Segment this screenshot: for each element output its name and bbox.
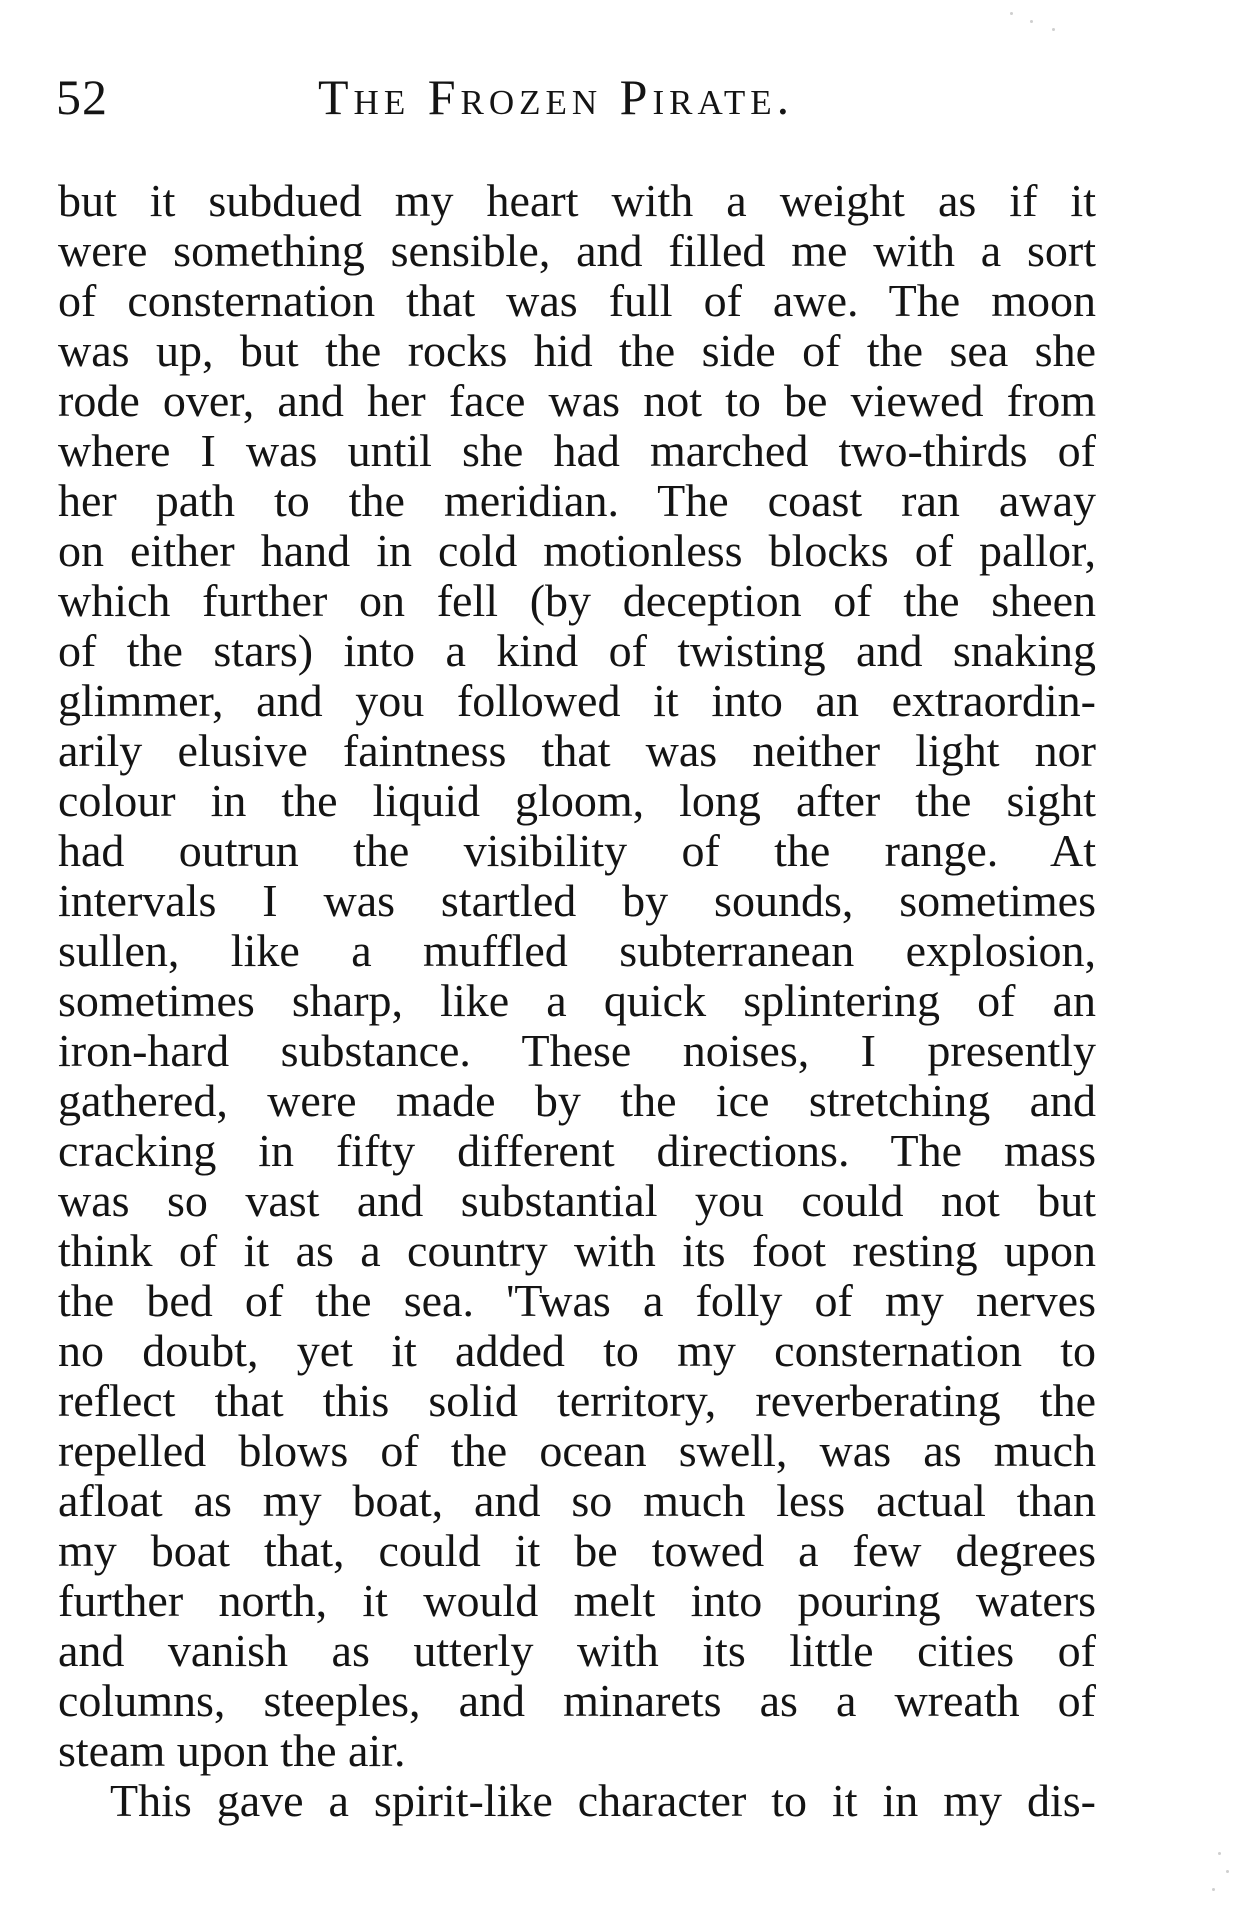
text-line: colour in the liquid gloom, long after the sight bbox=[58, 775, 1096, 826]
text-line: of consternation that was full of awe. The moon bbox=[58, 275, 1096, 326]
paper-speck bbox=[1030, 20, 1033, 23]
text-line: and vanish as utterly with its little cities of bbox=[58, 1625, 1096, 1676]
text-line: gathered, were made by the ice stretching and bbox=[58, 1075, 1096, 1126]
paper-speck bbox=[1218, 1852, 1221, 1855]
text-line: arily elusive faintness that was neither light nor bbox=[58, 725, 1096, 776]
text-line: had outrun the visibility of the range. At bbox=[58, 825, 1096, 876]
text-line: afloat as my boat, and so much less actual than bbox=[58, 1475, 1096, 1526]
paper-speck bbox=[1212, 1888, 1215, 1891]
text-line: cracking in fifty different directions. The mass bbox=[58, 1125, 1096, 1176]
paper-speck bbox=[1226, 1870, 1229, 1873]
text-line: reflect that this solid territory, reverberating the bbox=[58, 1375, 1096, 1426]
body-text bbox=[58, 176, 1096, 1826]
paragraph-end-line: steam upon the air. bbox=[58, 1725, 406, 1776]
text-line: columns, steeples, and minarets as a wreath of bbox=[58, 1675, 1096, 1726]
paper-speck bbox=[1052, 28, 1055, 31]
text-line: of the stars) into a kind of twisting and snaking bbox=[58, 625, 1096, 676]
text-line: intervals I was startled by sounds, sometimes bbox=[58, 875, 1096, 926]
running-title: The Frozen Pirate. bbox=[318, 69, 795, 125]
text-line: where I was until she had marched two-thirds of bbox=[58, 425, 1096, 476]
text-line: on either hand in cold motionless blocks of pallor, bbox=[58, 525, 1096, 576]
paragraph-start-line: This gave a spirit-like character to it in my dis- bbox=[110, 1775, 1096, 1826]
paper-speck bbox=[1010, 12, 1013, 15]
text-line: was up, but the rocks hid the side of the sea she bbox=[58, 325, 1096, 376]
text-line: further north, it would melt into pouring waters bbox=[58, 1575, 1096, 1626]
text-line: repelled blows of the ocean swell, was as much bbox=[58, 1425, 1096, 1476]
text-line: which further on fell (by deception of the sheen bbox=[58, 575, 1096, 626]
text-line: rode over, and her face was not to be viewed from bbox=[58, 375, 1096, 426]
text-line: her path to the meridian. The coast ran away bbox=[58, 475, 1096, 526]
text-line: were something sensible, and filled me with a sort bbox=[58, 225, 1096, 276]
text-line: the bed of the sea. 'Twas a folly of my nerves bbox=[58, 1275, 1096, 1326]
text-line: no doubt, yet it added to my consternation to bbox=[58, 1325, 1096, 1376]
text-line: but it subdued my heart with a weight as if it bbox=[58, 175, 1096, 226]
text-line: think of it as a country with its foot resting upon bbox=[58, 1225, 1096, 1276]
text-line: iron-hard substance. These noises, I presently bbox=[58, 1025, 1096, 1076]
text-line: my boat that, could it be towed a few degrees bbox=[58, 1525, 1096, 1576]
page-header bbox=[56, 68, 1098, 138]
text-line: sometimes sharp, like a quick splintering of an bbox=[58, 975, 1096, 1026]
page-number: 52 bbox=[56, 69, 108, 125]
text-line: was so vast and substantial you could not but bbox=[58, 1175, 1096, 1226]
text-line: glimmer, and you followed it into an extraordin- bbox=[58, 675, 1096, 726]
text-line: sullen, like a muffled subterranean explosion, bbox=[58, 925, 1096, 976]
